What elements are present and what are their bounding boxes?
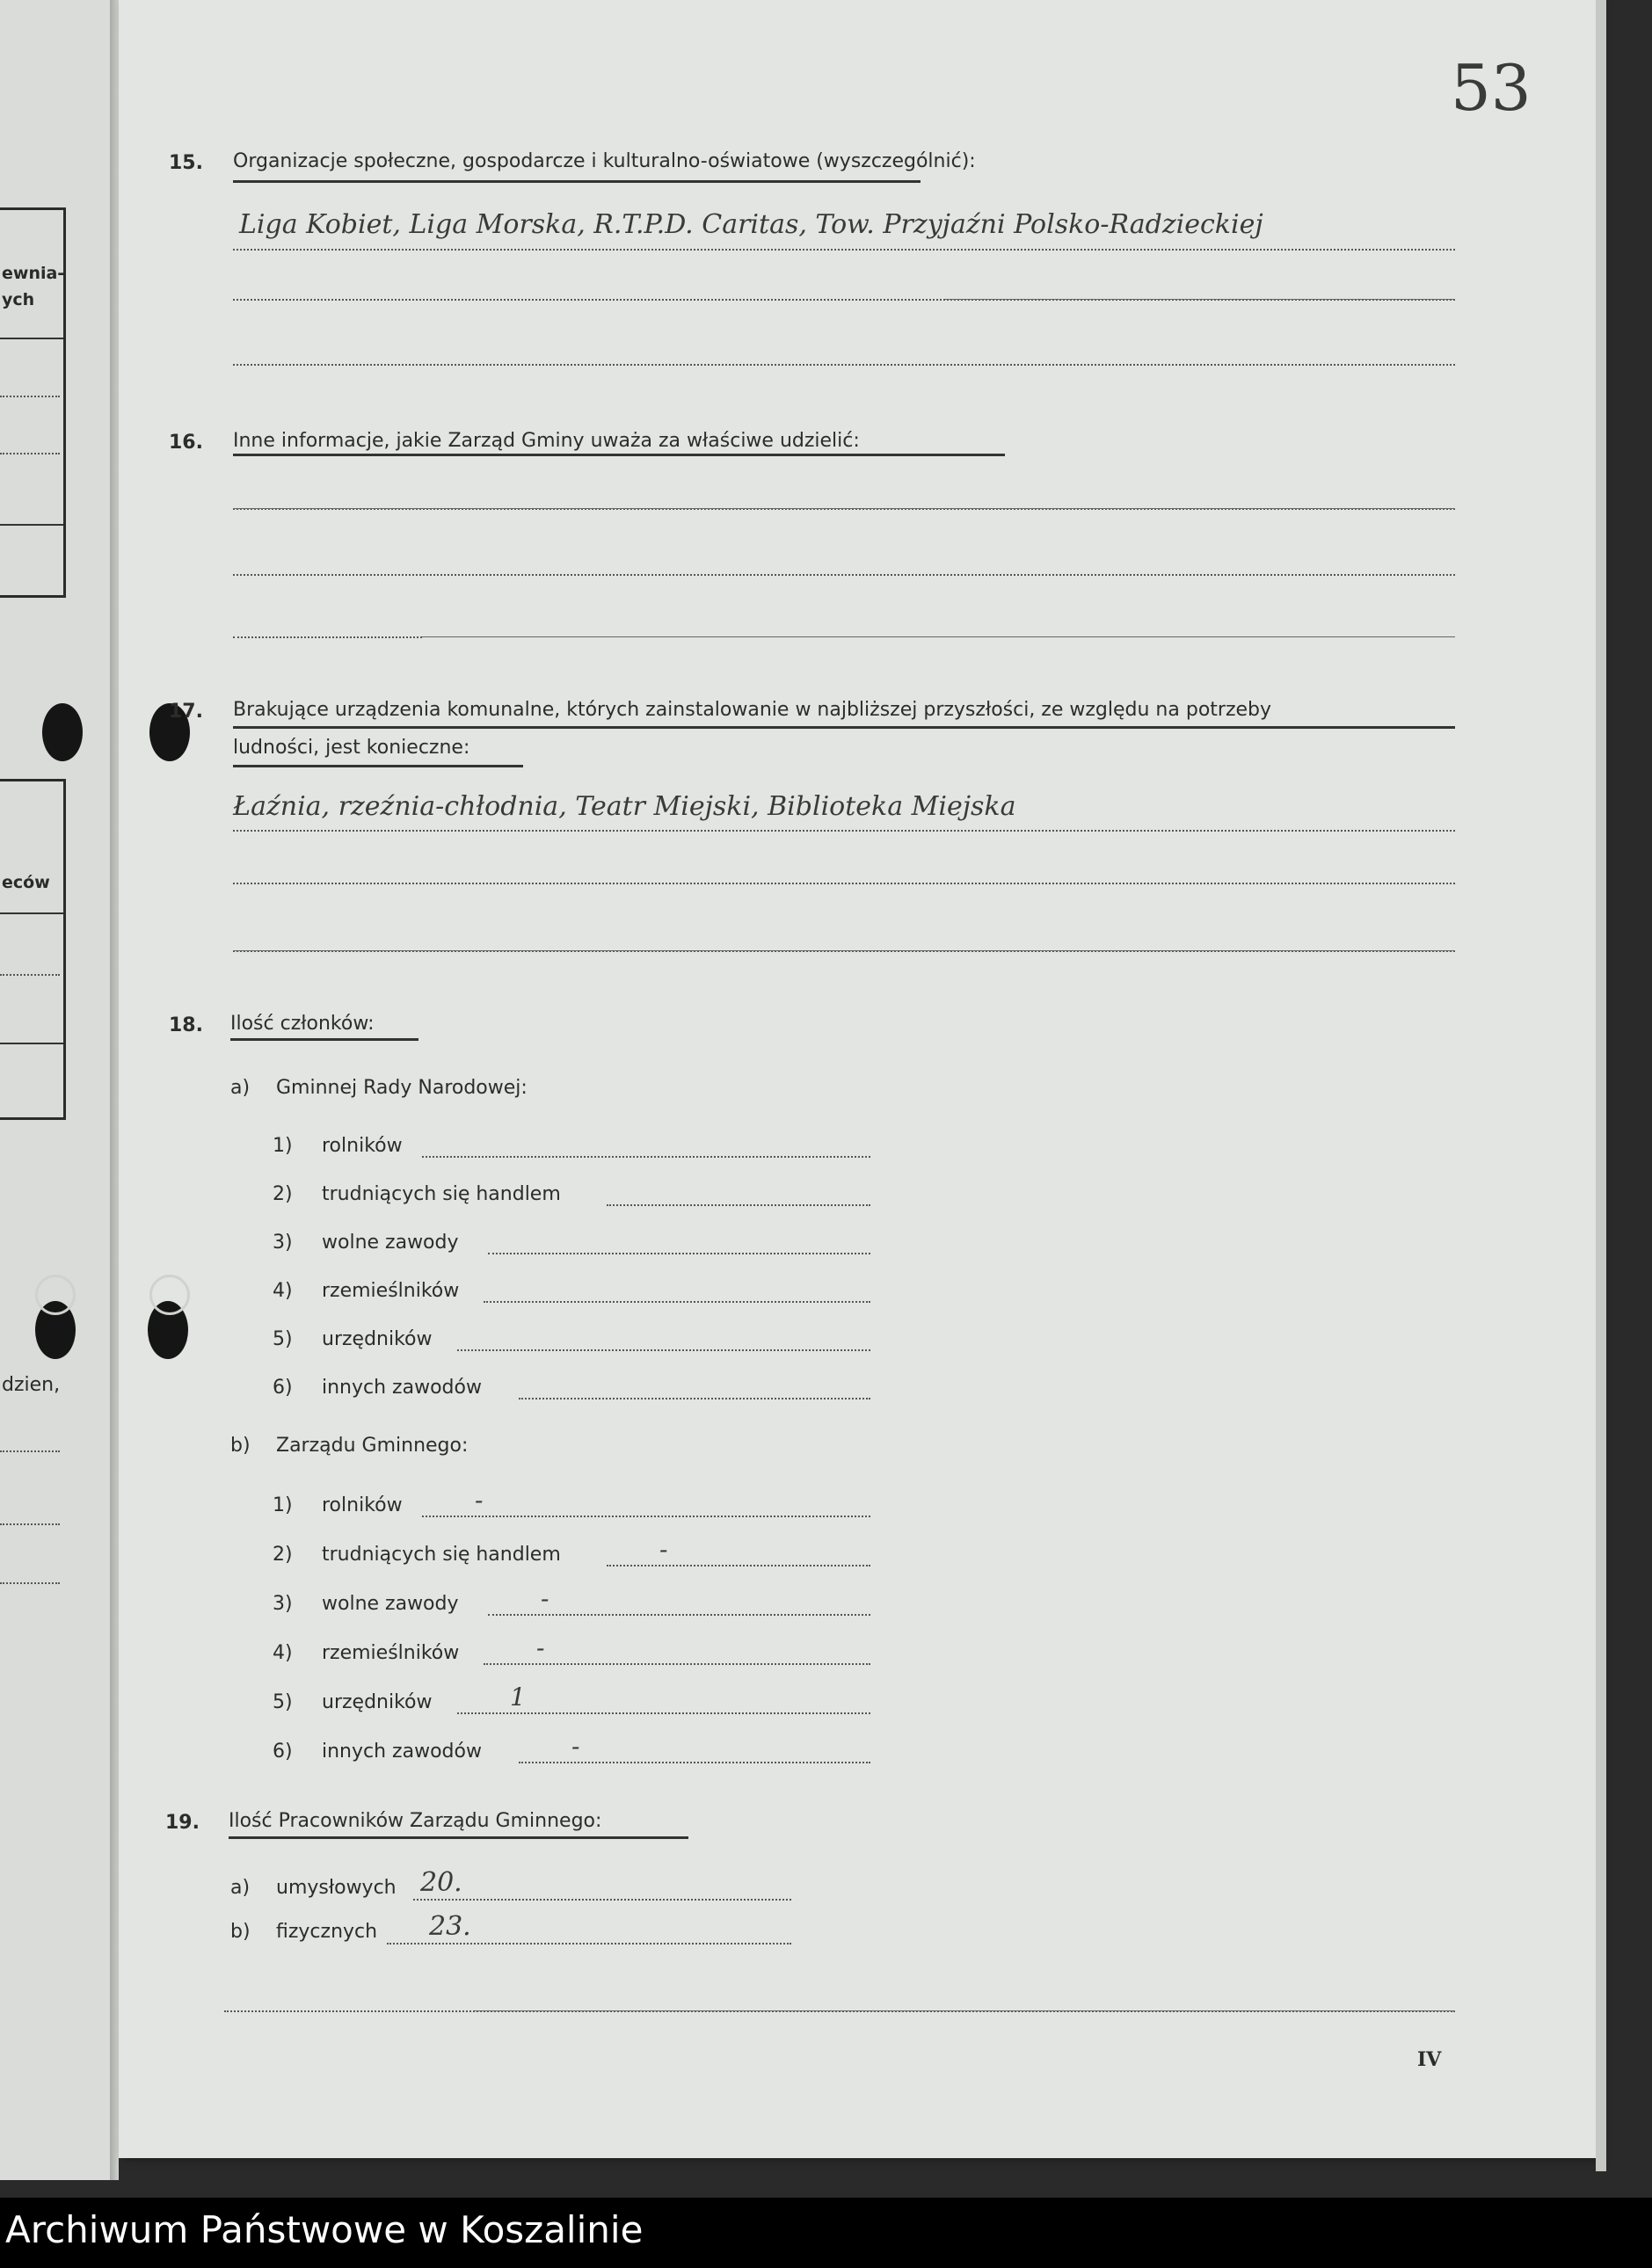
page-edge — [1596, 0, 1606, 2171]
q16-label: Inne informacje, jakie Zarząd Gminy uważa za właściwe udzielić: — [233, 430, 860, 452]
left-fragment-2: ych — [2, 290, 35, 309]
item-value: - — [659, 1535, 668, 1564]
left-fragment-3: eców — [2, 873, 50, 892]
item-number: 4) — [273, 1280, 293, 1302]
q19-a-value: 20. — [420, 1867, 462, 1898]
q19-a-label: a) — [230, 1877, 251, 1899]
q17-underline-1 — [233, 726, 1455, 729]
q18-a-title: Gminnej Rady Narodowej: — [276, 1077, 528, 1099]
item-number: 6) — [273, 1377, 293, 1399]
item-label: rzemieślników — [322, 1642, 460, 1664]
q17-answer: Łaźnia, rzeźnia-chłodnia, Teatr Miejski, Biblioteka Miejska — [233, 791, 1016, 822]
item-number: 1) — [273, 1494, 293, 1516]
item-label: innych zawodów — [322, 1741, 482, 1763]
archive-footer — [0, 2198, 1652, 2268]
q18-b-title: Zarządu Gminnego: — [276, 1435, 469, 1457]
item-label: wolne zawody — [322, 1593, 459, 1615]
item-fill-line — [422, 1516, 870, 1517]
item-fill-line — [484, 1301, 870, 1303]
item-number: 2) — [273, 1544, 293, 1566]
item-label: urzędników — [322, 1691, 433, 1713]
item-value: - — [571, 1732, 580, 1761]
q18-a-label: a) — [230, 1077, 251, 1099]
left-page-table-bottom — [0, 779, 66, 1120]
q19-b-value: 23. — [429, 1911, 471, 1942]
punch-hole — [42, 703, 83, 761]
q17-label-line2: ludności, jest konieczne: — [233, 737, 470, 759]
item-label: rolników — [322, 1135, 403, 1157]
folio-number: 53 — [1451, 51, 1532, 125]
book-spine — [110, 0, 119, 2180]
left-fragment-1: ewnia- — [2, 264, 65, 283]
item-fill-line — [607, 1204, 870, 1206]
item-number: 4) — [273, 1642, 293, 1664]
item-value: 1 — [510, 1683, 526, 1712]
q18-label: Ilość członków: — [230, 1013, 375, 1035]
item-fill-line — [488, 1614, 870, 1616]
q16-number: 16. — [169, 432, 203, 454]
q19-label: Ilość Pracowników Zarządu Gminnego: — [229, 1810, 602, 1832]
item-number: 2) — [273, 1183, 293, 1205]
item-fill-line — [519, 1398, 870, 1399]
q19-b-label: b) — [230, 1921, 251, 1943]
left-page — [0, 0, 110, 2180]
item-label: urzędników — [322, 1328, 433, 1350]
item-fill-line — [488, 1253, 870, 1254]
item-number: 3) — [273, 1232, 293, 1254]
item-label: innych zawodów — [322, 1377, 482, 1399]
item-fill-line — [519, 1762, 870, 1763]
item-fill-line — [422, 1156, 870, 1158]
punch-hole-ring — [149, 1275, 190, 1315]
item-number: 5) — [273, 1328, 293, 1350]
left-fragment-4: dzien, — [2, 1374, 61, 1396]
item-label: wolne zawody — [322, 1232, 459, 1254]
item-label: rzemieślników — [322, 1280, 460, 1302]
item-label: rolników — [322, 1494, 403, 1516]
item-fill-line — [607, 1565, 870, 1567]
q17-label-line1: Brakujące urządzenia komunalne, których zainstalowanie w najbliższej przyszłości, ze względu na potrzeby — [233, 699, 1272, 721]
q19-number: 19. — [165, 1812, 200, 1834]
q15-underline — [233, 180, 921, 183]
archive-name: Archiwum Państwowe w Koszalinie — [5, 2208, 644, 2251]
item-value: - — [475, 1486, 484, 1515]
q17-number: 17. — [169, 701, 203, 723]
punch-hole-ring — [35, 1275, 76, 1315]
item-label: trudniących się handlem — [322, 1544, 561, 1566]
q19-b-title: fizycznych — [276, 1921, 378, 1943]
item-label: trudniących się handlem — [322, 1183, 561, 1205]
item-fill-line — [457, 1349, 870, 1351]
q17-underline-2 — [233, 765, 523, 767]
item-fill-line — [457, 1712, 870, 1714]
q16-underline — [233, 454, 1005, 456]
q15-answer: Liga Kobiet, Liga Morska, R.T.P.D. Caritas, Tow. Przyjaźni Polsko-Radzieckiej — [239, 209, 1263, 240]
q18-number: 18. — [169, 1014, 203, 1036]
item-number: 6) — [273, 1741, 293, 1763]
q15-label: Organizacje społeczne, gospodarcze i kulturalno-oświatowe (wyszczególnić): — [233, 150, 976, 172]
q18-b-label: b) — [230, 1435, 251, 1457]
item-number: 1) — [273, 1135, 293, 1157]
q19-a-title: umysłowych — [276, 1877, 397, 1899]
page-numeral: IV — [1417, 2048, 1442, 2071]
q15-number: 15. — [169, 152, 203, 174]
item-number: 3) — [273, 1593, 293, 1615]
q19-underline — [229, 1836, 688, 1839]
item-fill-line — [484, 1663, 870, 1665]
item-value: - — [536, 1633, 545, 1662]
q18-underline — [230, 1038, 418, 1041]
item-number: 5) — [273, 1691, 293, 1713]
item-value: - — [541, 1584, 549, 1613]
